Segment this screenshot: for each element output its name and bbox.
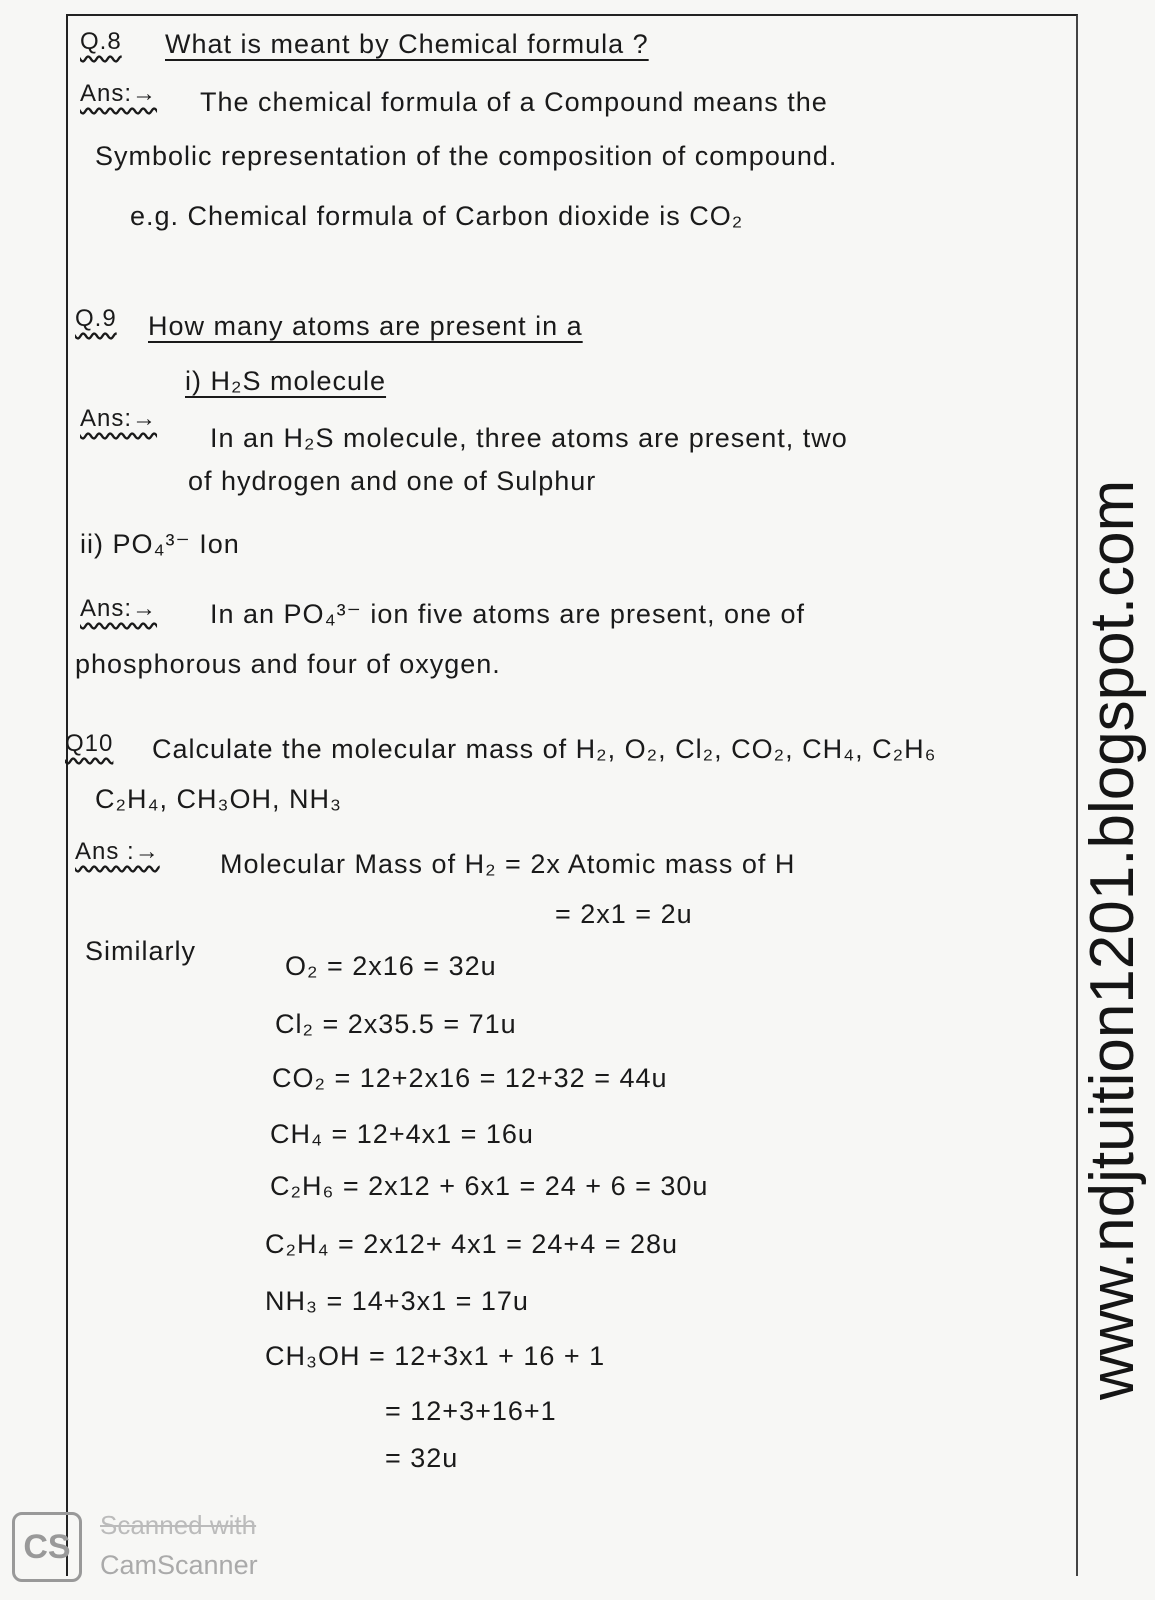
q10-question: Calculate the molecular mass of H₂, O₂, Cl₂, CO₂, CH₄, C₂H₆ (152, 734, 937, 764)
calc-c2h6: C₂H₆ = 2x12 + 6x1 = 24 + 6 = 30u (270, 1171, 709, 1201)
q9-answer-line: In an H₂S molecule, three atoms are present, two (210, 423, 848, 453)
scanned-with-text: Scanned with (100, 1510, 257, 1540)
q9-answer-line: phosphorous and four of oxygen. (75, 649, 501, 679)
q10-number: Q10 (65, 730, 114, 757)
q8-answer-line: e.g. Chemical formula of Carbon dioxide is CO₂ (130, 201, 744, 231)
q10-answer-line: Molecular Mass of H₂ = 2x Atomic mass of H (220, 849, 796, 879)
calc-co2: CO₂ = 12+2x16 = 12+32 = 44u (272, 1063, 668, 1093)
camscanner-text: CamScanner (100, 1550, 258, 1580)
q9-number: Q.9 (75, 305, 117, 332)
calc-ch3oh: CH₃OH = 12+3x1 + 16 + 1 (265, 1341, 606, 1371)
similarly-label: Similarly (85, 936, 197, 966)
q8-number: Q.8 (80, 28, 122, 55)
q8-ans-label: Ans:→ (80, 80, 158, 107)
camscanner-logo: CS (12, 1512, 82, 1582)
calc-cl2: Cl₂ = 2x35.5 = 71u (275, 1009, 517, 1039)
calc-nh3: NH₃ = 14+3x1 = 17u (265, 1286, 529, 1316)
q9-answer-line: of hydrogen and one of Sulphur (188, 466, 597, 496)
q10-question: C₂H₄, CH₃OH, NH₃ (95, 784, 342, 814)
q9-answer-line: In an PO₄³⁻ ion five atoms are present, one of (210, 599, 806, 629)
q9-part2: ii) PO₄³⁻ Ion (80, 529, 240, 559)
calc-ch3oh: = 32u (385, 1443, 459, 1473)
q9-part1: i) H₂S molecule (185, 366, 387, 396)
calc-o2: O₂ = 2x16 = 32u (285, 951, 497, 981)
calc-ch3oh: = 12+3+16+1 (385, 1396, 557, 1426)
watermark-url: www.ndjtuition1201.blogspot.com (1078, 479, 1147, 1400)
q8-answer-line: The chemical formula of a Compound means the (200, 87, 828, 117)
q10-ans-label: Ans :→ (75, 838, 160, 865)
q9-ans-label: Ans:→ (80, 595, 158, 622)
q8-question: What is meant by Chemical formula ? (165, 29, 649, 59)
q9-question: How many atoms are present in a (148, 311, 583, 341)
q10-answer-line: = 2x1 = 2u (555, 899, 693, 929)
q9-ans-label: Ans:→ (80, 405, 158, 432)
q8-answer-line: Symbolic representation of the composition of compound. (95, 141, 838, 171)
calc-c2h4: C₂H₄ = 2x12+ 4x1 = 24+4 = 28u (265, 1229, 679, 1259)
calc-ch4: CH₄ = 12+4x1 = 16u (270, 1119, 534, 1149)
